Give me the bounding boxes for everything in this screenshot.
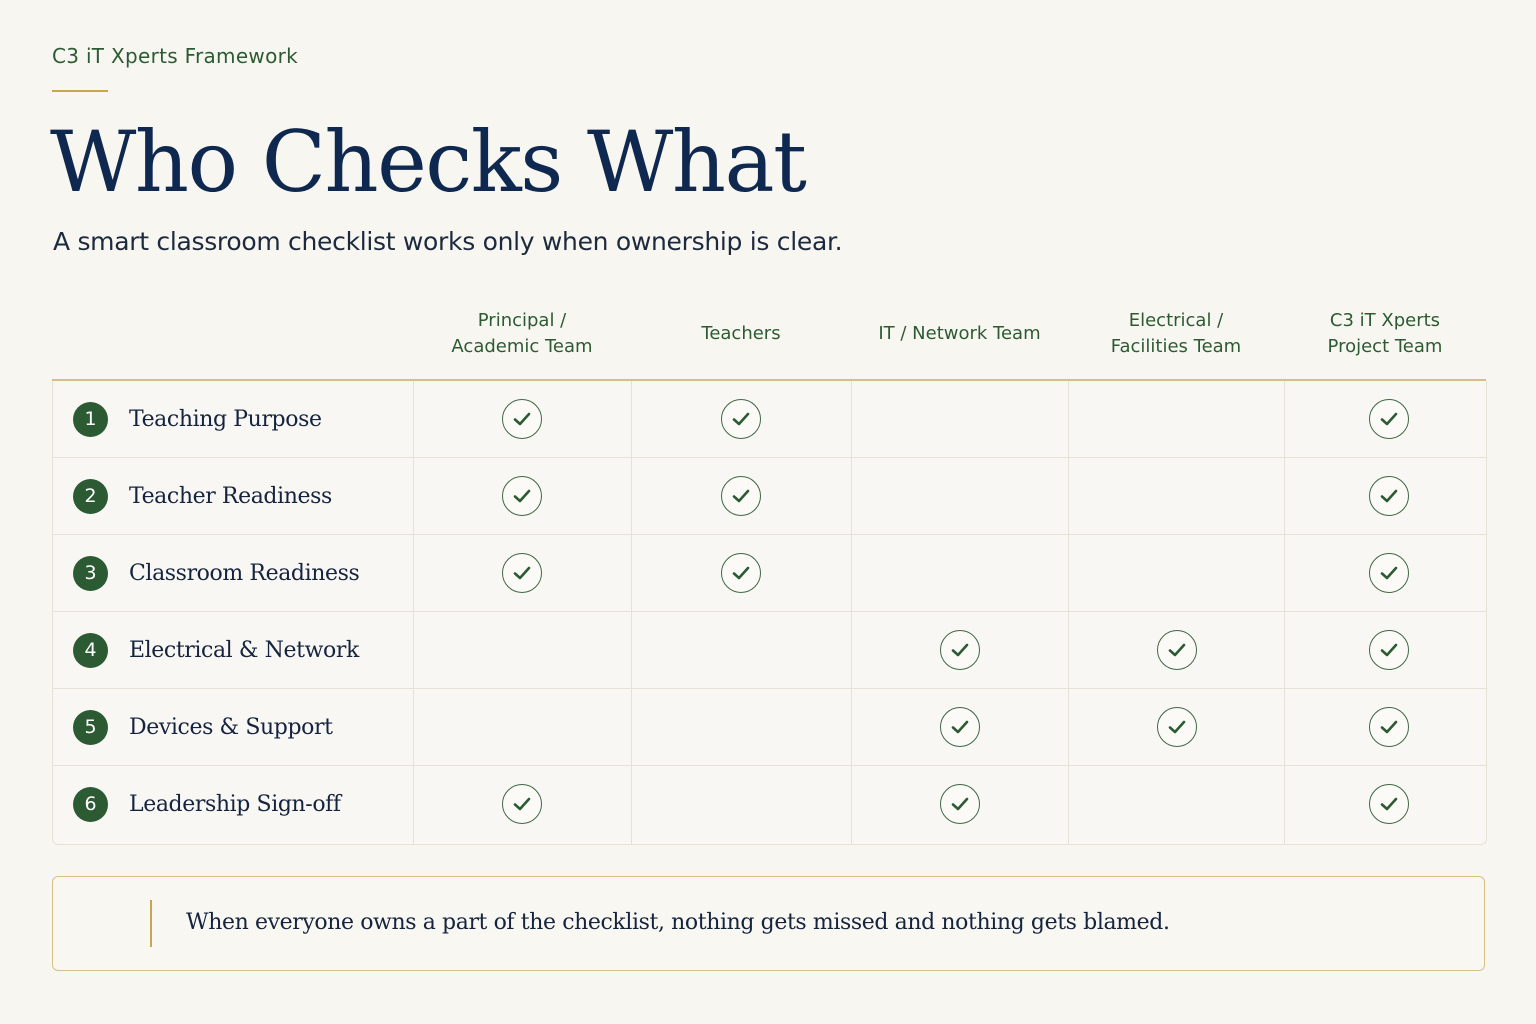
column-header-c3-project: C3 iT Xperts Project Team xyxy=(1327,310,1443,357)
check-circle-icon xyxy=(940,707,980,747)
step-number-badge: 5 xyxy=(73,710,108,745)
check-circle-icon xyxy=(1157,630,1197,670)
step-number-badge: 4 xyxy=(73,633,108,668)
check-circle-icon xyxy=(1157,707,1197,747)
responsibility-table xyxy=(52,381,1487,845)
check-circle-icon xyxy=(940,784,980,824)
check-circle-icon xyxy=(1369,553,1409,593)
check-circle-icon xyxy=(1369,399,1409,439)
check-circle-icon xyxy=(1369,784,1409,824)
check-circle-icon xyxy=(940,630,980,670)
row-label: Classroom Readiness xyxy=(129,561,360,586)
page-subtitle: A smart classroom checklist works only when ownership is clear. xyxy=(53,227,843,256)
callout-text: When everyone owns a part of the checklist, nothing gets missed and nothing gets blamed. xyxy=(186,910,1170,935)
check-circle-icon xyxy=(502,553,542,593)
check-circle-icon xyxy=(1369,476,1409,516)
check-circle-icon xyxy=(1369,707,1409,747)
table-row xyxy=(53,458,1486,535)
check-circle-icon xyxy=(502,784,542,824)
column-header-principal: Principal / Academic Team xyxy=(451,310,593,357)
step-number-badge: 1 xyxy=(73,402,108,437)
row-label: Leadership Sign-off xyxy=(129,792,341,817)
check-circle-icon xyxy=(721,476,761,516)
step-number-badge: 2 xyxy=(73,479,108,514)
check-circle-icon xyxy=(502,399,542,439)
eyebrow-divider xyxy=(52,90,108,92)
check-circle-icon xyxy=(1369,630,1409,670)
check-circle-icon xyxy=(721,399,761,439)
table-row xyxy=(53,381,1486,458)
column-header-teachers: Teachers xyxy=(701,323,781,344)
callout-accent-bar xyxy=(150,900,152,947)
column-header-electrical: Electrical / Facilities Team xyxy=(1110,310,1242,357)
check-circle-icon xyxy=(721,553,761,593)
page-title: Who Checks What xyxy=(50,113,806,211)
summary-callout xyxy=(52,876,1485,971)
table-row xyxy=(53,766,1486,843)
row-label: Devices & Support xyxy=(129,715,333,740)
row-label: Teaching Purpose xyxy=(129,407,322,432)
table-row xyxy=(53,535,1486,612)
column-header-it-network: IT / Network Team xyxy=(878,323,1041,344)
step-number-badge: 6 xyxy=(73,787,108,822)
check-circle-icon xyxy=(502,476,542,516)
table-row xyxy=(53,612,1486,689)
table-row xyxy=(53,689,1486,766)
framework-label: C3 iT Xperts Framework xyxy=(52,44,299,68)
row-label: Teacher Readiness xyxy=(129,484,332,509)
step-number-badge: 3 xyxy=(73,556,108,591)
row-label: Electrical & Network xyxy=(129,638,359,663)
